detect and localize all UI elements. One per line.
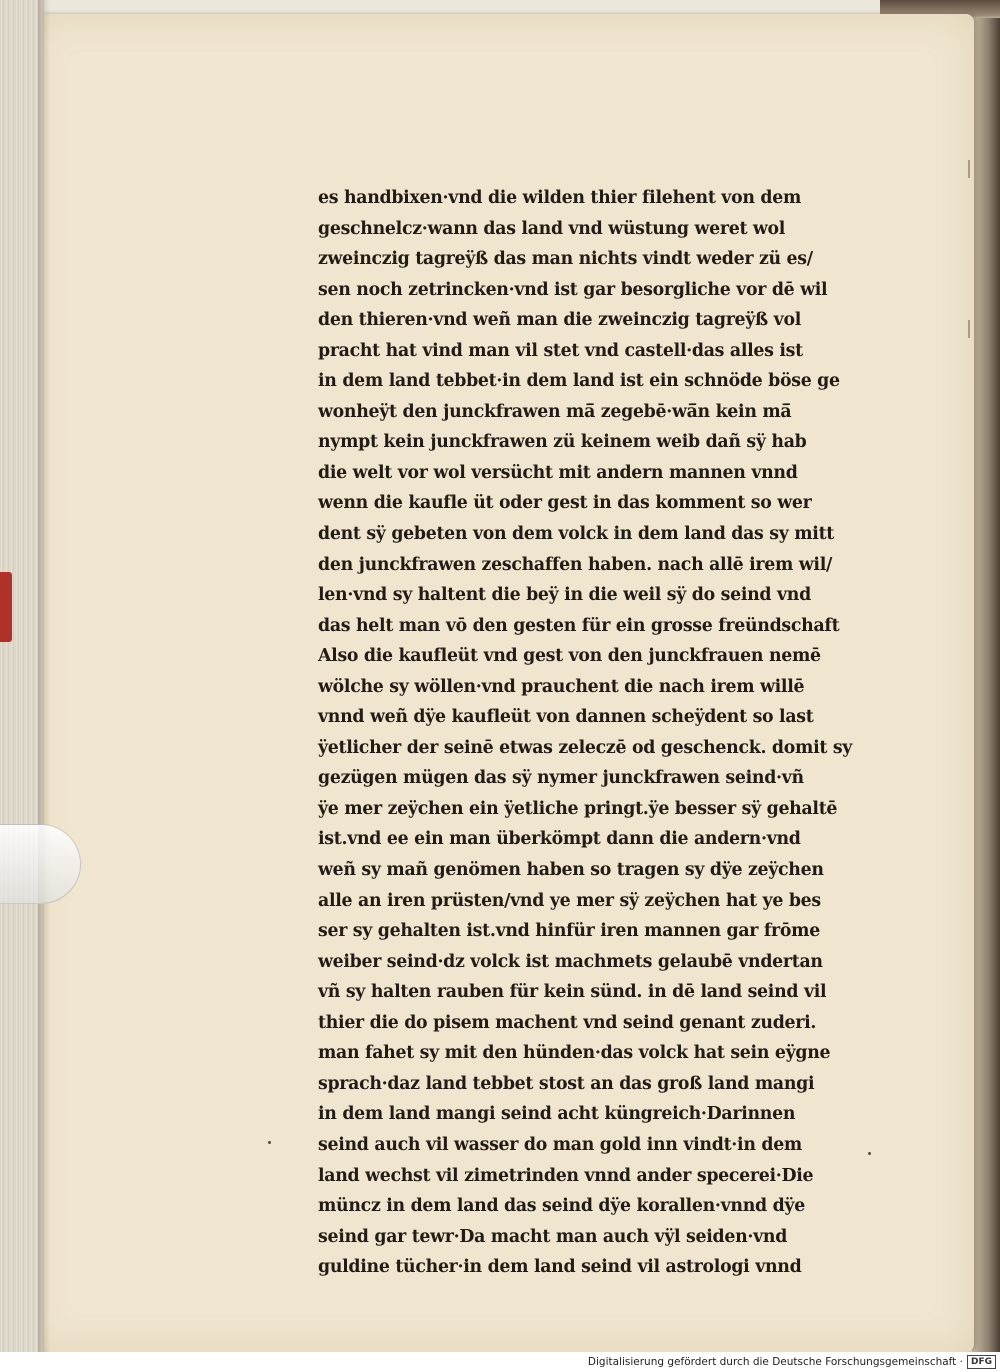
text-line: land wechst vil zimetrinden vnnd ander specerei·Die: [318, 1165, 814, 1186]
text-line: Also die kaufleüt vnd gest von den junckfrauen nemē: [318, 646, 821, 667]
text-line: ÿe mer zeÿchen ein ÿetliche pringt.ÿe besser sÿ gehaltē: [318, 798, 838, 819]
text-line: gezügen mügen das sÿ nymer junckfrawen seind·vñ: [318, 768, 804, 789]
text-line: len·vnd sy haltent die beÿ in die weil sÿ do seind vnd: [318, 585, 811, 606]
text-line: vnnd weñ dÿe kaufleüt von dannen scheÿdent so last: [318, 707, 814, 728]
text-line: ÿetlicher der seinē etwas zeleczē od geschenck. domit sy: [318, 737, 853, 758]
margin-mark: [968, 320, 970, 338]
text-line: den junckfrawen zeschaffen haben. nach allē irem wil/: [318, 554, 833, 575]
leaves-shadow: [38, 0, 50, 1372]
text-line: die welt vor wol versücht mit andern mannen vnnd: [318, 462, 798, 483]
text-line: man fahet sy mit den hünden·das volck hat sein eÿgne: [318, 1043, 831, 1064]
text-line: ser sy gehalten ist.vnd hinfür iren mannen gar frōme: [318, 921, 820, 942]
text-line: weiber seind·dz volck ist machmets gelaubē vndertan: [318, 951, 823, 972]
text-line: geschnelcz·wann das land vnd wüstung weret wol: [318, 218, 786, 239]
text-line: müncz in dem land das seind dÿe korallen·vnnd dÿe: [318, 1196, 805, 1217]
red-bookmark: [0, 572, 12, 642]
footer-credit: [588, 1355, 996, 1369]
footer-credit-text: Digitalisierung gefördert durch die Deutsche Forschungsgemeinschaft ·: [587, 1356, 963, 1368]
text-line: sen noch zetrincken·vnd ist gar besorgliche vor dē wil: [318, 279, 828, 300]
dfg-logo: DFG: [967, 1355, 996, 1369]
text-line: dent sÿ gebeten von dem volck in dem land das sy mitt: [318, 524, 835, 545]
text-line: sprach·daz land tebbet stost an das groß land mangi: [318, 1073, 815, 1094]
text-line: seind gar tewr·Da macht man auch vÿl seiden·vnd: [318, 1226, 788, 1247]
text-line: in dem land tebbet·in dem land ist ein schnöde böse ge: [318, 371, 840, 392]
text-line: weñ sy mañ genömen haben so tragen sy dÿe zeÿchen: [318, 860, 824, 881]
text-line: zweinczig tagreÿß das man nichts vindt weder zü es/: [318, 249, 813, 270]
text-line: alle an iren prüsten/vnd ye mer sÿ zeÿchen hat ye bes: [318, 890, 821, 911]
text-line: ist.vnd ee ein man überkömpt dann die andern·vnd: [318, 829, 801, 850]
text-line: in dem land mangi seind acht küngreich·Darinnen: [318, 1104, 796, 1125]
margin-mark: [968, 160, 970, 178]
blackletter-text-block: [318, 183, 878, 1283]
page-right-edge: [972, 18, 1000, 1358]
text-line: den thieren·vnd weñ man die zweinczig tagreÿß vol: [318, 310, 802, 331]
text-line: seind auch vil wasser do man gold inn vindt·in dem: [318, 1134, 802, 1155]
text-line: es handbixen·vnd die wilden thier filehent von dem: [318, 188, 802, 208]
text-line: guldine tücher·in dem land seind vil astrologi vnnd: [318, 1257, 802, 1278]
ink-speck: [268, 1141, 271, 1144]
text-line: wonheÿt den junckfrawen mā̄ zegebē·wā̄n kein mā̄: [318, 401, 792, 422]
text-line: thier die do pisem machent vnd seind genant zuderi.: [318, 1012, 817, 1033]
text-line: pracht hat vind man vil stet vnd castell·das alles ist: [318, 340, 803, 361]
transparent-clip: [0, 824, 81, 904]
text-line: nympt kein junckfrawen zü keinem weib dañ sÿ hab: [318, 432, 807, 453]
text-line: wenn die kaufle üt oder gest in das komment so wer: [318, 493, 812, 514]
text-line: wölche sy wöllen·vnd prauchent die nach irem willē: [318, 676, 805, 697]
text-line: das helt man vō den gesten für ein grosse freündschaft: [318, 615, 840, 636]
text-line: vñ sy halten rauben für kein sünd. in dē land seind vil: [318, 982, 827, 1003]
